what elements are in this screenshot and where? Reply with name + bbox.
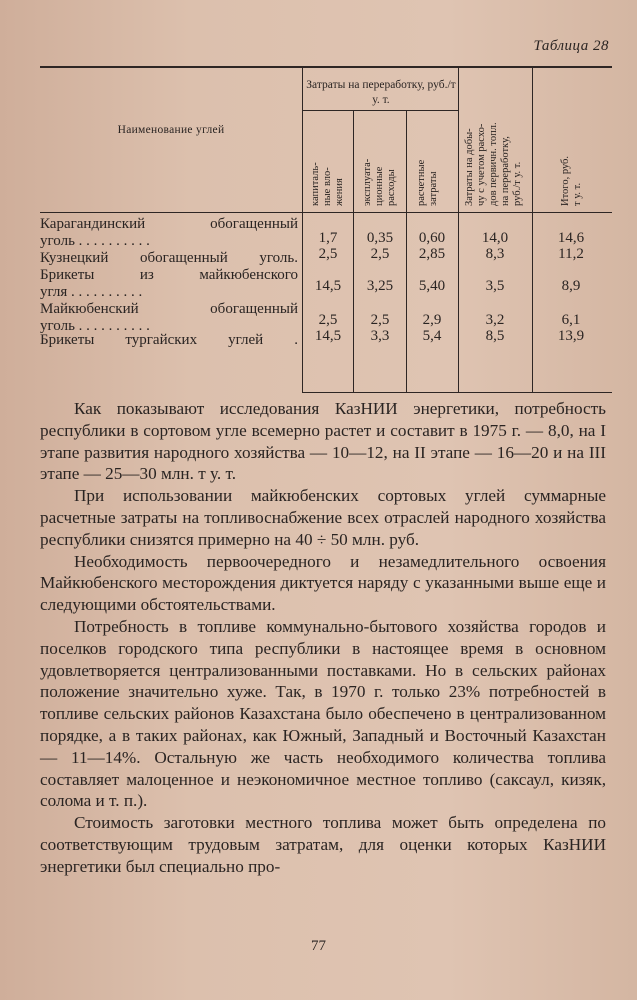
cell-calculated: 2,85 <box>418 246 446 262</box>
table-top-rule <box>40 66 612 68</box>
cell-mining: 8,3 <box>485 246 505 262</box>
row-label-cont: уголь . . . . . . . . . . <box>40 233 150 249</box>
col-divider <box>353 110 354 393</box>
cell-operating: 2,5 <box>370 246 390 262</box>
header-coal-name: Наименование углей <box>117 124 225 136</box>
paragraph: Необходимость первоочередного и незамедлительного освоения Майкюбенского месторождения диктуется наряду с указанными выше еще и следующими обстоятельствами. <box>40 551 606 615</box>
cell-total: 8,9 <box>561 278 581 294</box>
cell-total: 14,6 <box>557 230 585 246</box>
table-row <box>40 301 298 335</box>
col-divider <box>532 66 533 393</box>
cell-operating: 2,5 <box>370 312 390 328</box>
cell-total: 11,2 <box>558 246 584 262</box>
row-label-cont: угля . . . . . . . . . . <box>40 284 143 300</box>
table-row <box>40 332 298 349</box>
header-calculated: расчетные затраты <box>416 159 439 206</box>
table-header-rule <box>40 212 612 213</box>
table-row <box>40 267 298 301</box>
cell-mining: 3,5 <box>485 278 505 294</box>
row-label: Карагандинский обогащенный <box>40 216 298 232</box>
row-label: Майкюбенский обогащенный <box>40 301 298 317</box>
cell-mining: 14,0 <box>481 230 509 246</box>
col-divider <box>458 66 459 393</box>
header-total: Итого, руб. т у. т. <box>560 155 583 206</box>
header-processing-costs: Затраты на переработку, руб./т у. т. <box>306 79 456 106</box>
row-label: Брикеты тургайских углей . <box>40 332 298 348</box>
cell-mining: 3,2 <box>485 312 505 328</box>
cell-calculated: 0,60 <box>418 230 446 246</box>
table-bottom-rule <box>302 392 612 393</box>
row-label-cont: уголь . . . . . . . . . . <box>40 318 150 334</box>
cell-capital: 2,5 <box>318 246 338 262</box>
cell-capital: 14,5 <box>314 328 342 344</box>
cell-total: 13,9 <box>557 328 585 344</box>
header-capital: капиталь- ные вло- жения <box>310 162 345 206</box>
cell-total: 6,1 <box>561 312 581 328</box>
table-row <box>40 216 298 250</box>
cell-capital: 2,5 <box>318 312 338 328</box>
group-header-rule <box>302 110 458 111</box>
paragraph: Стоимость заготовки местного топлива может быть определена по соответствующим трудовым затратам, для оценки которых КазНИИ энергетики был специально про- <box>40 813 606 876</box>
cell-operating: 0,35 <box>366 230 394 246</box>
paragraph: При использовании майкюбенских сортовых углей суммарные расчетные затраты на топливоснабжение всех отраслей народного хозяйства республики снизятся примерно на 40 ÷ 50 млн. руб. <box>40 486 606 549</box>
cell-calculated: 5,4 <box>422 328 442 344</box>
header-mining: Затраты на добы- чу с учетом расхо- дов первичн. топл. на переработку, руб./т у. т. <box>464 122 523 206</box>
cell-capital: 1,7 <box>318 230 338 246</box>
cell-capital: 14,5 <box>314 278 342 294</box>
coal-cost-table <box>40 66 612 396</box>
paragraph: Потребность в топливе коммунально-бытового хозяйства городов и поселков городского типа республики в настоящее время в основном удовлетворяется централизованными поставками. Но в сельских районах положение значительно хуже. Так, в 1970 г. только 23% потребностей в топливе сельских районов Казахстана было обеспечено в централизованном порядке, а в таких районах, как Южный, Западный и Восточный Казахстан — 11—14%. Остальную же часть необходимого количества топлива составляет малоценное и неэкономичное местное топливо (саксаул, кизяк, солома и т. п.). <box>40 616 606 811</box>
table-row <box>40 250 298 267</box>
body-text <box>40 398 606 878</box>
cell-calculated: 2,9 <box>422 312 442 328</box>
row-label: Брикеты из майкюбенского <box>40 267 298 283</box>
cell-operating: 3,3 <box>370 328 390 344</box>
table-caption: Таблица 28 <box>533 38 609 54</box>
page-number: 77 <box>311 938 326 954</box>
cell-calculated: 5,40 <box>418 278 446 294</box>
cell-operating: 3,25 <box>366 278 394 294</box>
col-divider <box>302 66 303 393</box>
paragraph: Как показывают исследования КазНИИ энергетики, потребность республики в сортовом угле всемерно растет и составит в 1975 г. — 8,0, на I этапе развития народного хозяйства — 10—12, на II этапе — 16—20 и на III этапе — 25—30 млн. т у. т. <box>40 399 606 484</box>
col-divider <box>406 110 407 393</box>
header-operating: эксплуата- ционные расходы <box>362 158 397 206</box>
cell-mining: 8,5 <box>485 328 505 344</box>
row-label: Кузнецкий обогащенный уголь. <box>40 250 298 266</box>
